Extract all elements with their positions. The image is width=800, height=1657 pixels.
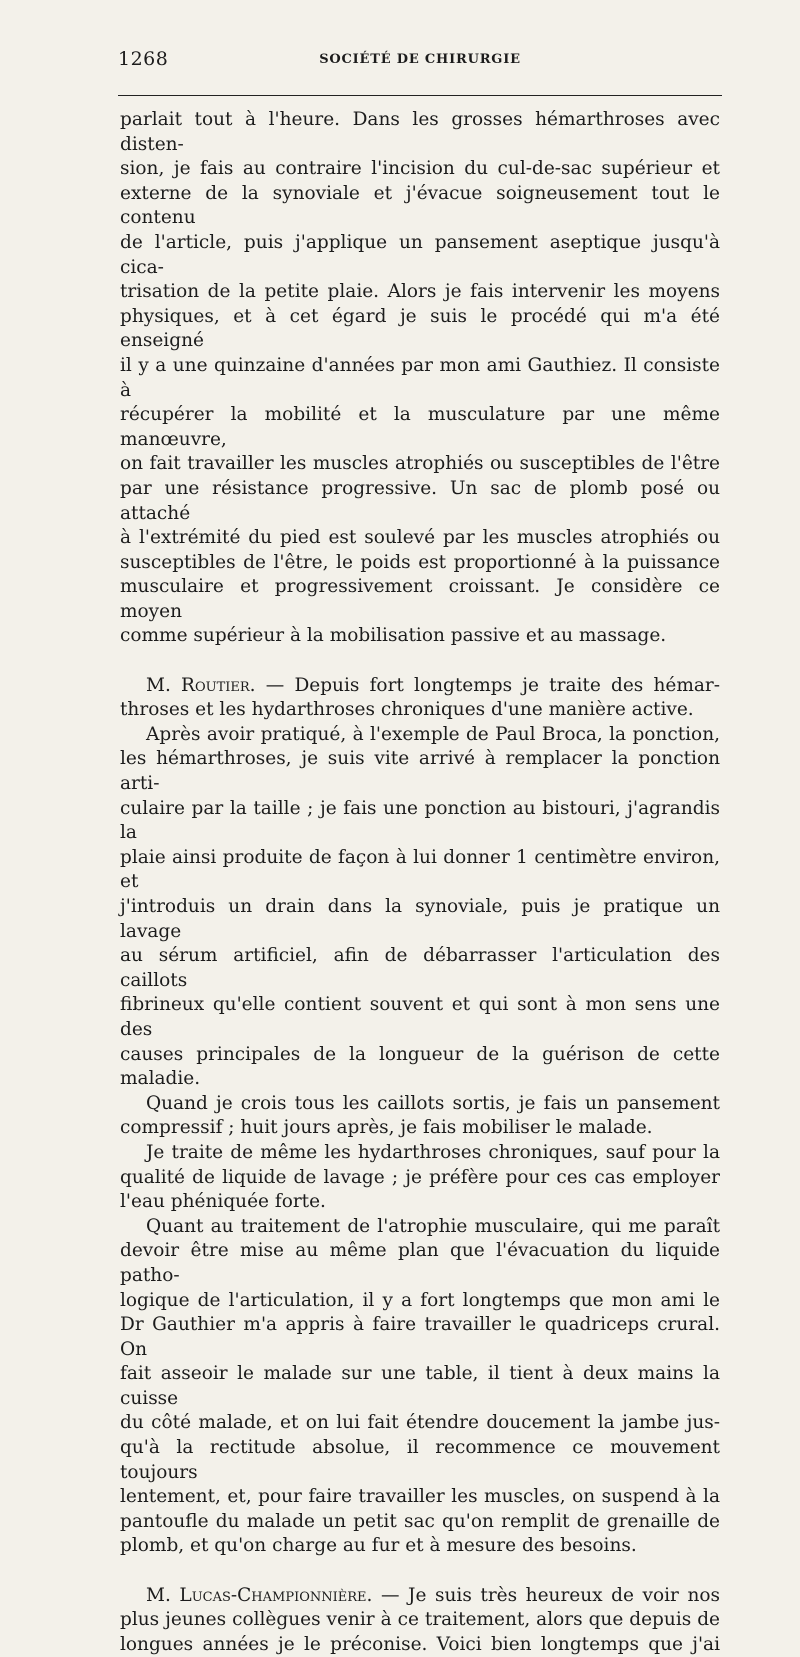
speaker-text: . — Je suis très heureux de voir nos — [366, 1584, 720, 1606]
text-line: au sérum artificiel, afin de débarrasser l'articulation des caillots — [120, 945, 720, 991]
text-line: devoir être mise au même plan que l'évacuation du liquide patho- — [120, 1240, 720, 1286]
speaker-prefix: M. — [146, 674, 182, 696]
paragraph-routier-1 — [120, 723, 720, 1092]
text-line: sion, je fais au contraire l'incision du cul-de-sac supérieur et — [120, 158, 720, 180]
text-line: Je traite de même les hydarthroses chroniques, sauf pour la — [146, 1141, 720, 1163]
text-line: Après avoir pratiqué, à l'exemple de Paul Broca, la ponction, — [146, 723, 720, 745]
paragraph-routier-3 — [120, 1141, 720, 1215]
paragraph-routier-intro — [120, 674, 720, 723]
body-text — [120, 108, 720, 1657]
paragraph-routier-2 — [120, 1092, 720, 1141]
text-line: qualité de liquide de lavage ; je préfère pour ces cas employer — [120, 1166, 720, 1188]
page-header — [118, 48, 722, 74]
speaker-name: Lucas-Championnière — [179, 1584, 367, 1606]
text-line: plaie ainsi produite de façon à lui donner 1 centimètre environ, et — [120, 846, 720, 893]
text-line: fait asseoir le malade sur une table, il tient à deux mains la cuisse — [120, 1363, 720, 1409]
text-line: causes principales de la longueur de la guérison de cette maladie. — [120, 1043, 720, 1090]
text-line: du côté malade, et on lui fait étendre doucement la jambe jus- — [120, 1412, 720, 1434]
text-line: longues années je le préconise. Voici bien longtemps que j'ai — [120, 1633, 720, 1655]
text-line: fibrineux qu'elle contient souvent et qui sont à mon sens une des — [120, 994, 720, 1040]
page-number: 1268 — [118, 48, 169, 70]
text-line: à l'extrémité du pied est soulevé par les muscles atrophiés ou — [120, 527, 720, 549]
text-line: physiques, et à cet égard je suis le procédé qui m'a été enseigné — [120, 305, 720, 352]
text-line: Dr Gauthier m'a appris à faire travailler le quadriceps crural. On — [120, 1314, 720, 1360]
text-line: throses et les hydarthroses chroniques d'une manière active. — [120, 699, 694, 721]
text-line: qu'à la rectitude absolue, il recommence ce mouvement toujours — [120, 1437, 720, 1483]
text-line: plomb, et qu'on charge au fur et à mesure des besoins. — [120, 1535, 637, 1557]
section-gap — [120, 1559, 720, 1584]
text-line: susceptibles de l'être, le poids est proportionné à la puissance — [120, 551, 720, 573]
text-line: musculaire et progressivement croissant. Je considère ce moyen — [120, 576, 720, 622]
paragraph-continuation — [120, 108, 720, 649]
speaker-text: . — Depuis fort longtemps je traite des hémar- — [249, 674, 720, 696]
section-gap — [120, 649, 720, 674]
text-line: Quand je crois tous les caillots sortis, je fais un pansement — [146, 1092, 720, 1114]
header-rule — [118, 95, 722, 96]
text-line: trisation de la petite plaie. Alors je fais intervenir les moyens — [120, 281, 720, 303]
text-line: externe de la synoviale et j'évacue soigneusement tout le contenu — [120, 182, 720, 229]
running-title: SOCIÉTÉ DE CHIRURGIE — [319, 52, 521, 67]
paragraph-routier-4 — [120, 1215, 720, 1559]
text-line: logique de l'articulation, il y a fort longtemps que mon ami le — [120, 1289, 720, 1311]
text-line: parlait tout à l'heure. Dans les grosses hémarthroses avec disten- — [120, 109, 720, 155]
text-line: j'introduis un drain dans la synoviale, puis je pratique un lavage — [120, 896, 720, 942]
speaker-name: Routier — [181, 674, 250, 696]
text-line: on fait travailler les muscles atrophiés ou susceptibles de l'être — [120, 453, 720, 475]
text-line: pantoufle du malade un petit sac qu'on remplit de grenaille de — [120, 1510, 720, 1532]
text-line: lentement, et, pour faire travailler les muscles, on suspend à la — [120, 1486, 720, 1508]
text-line: comme supérieur à la mobilisation passive et au massage. — [120, 625, 667, 647]
text-line: de l'article, puis j'applique un pansement aseptique jusqu'à cica- — [120, 231, 720, 278]
speaker-line — [120, 674, 720, 699]
text-line: plus jeunes collègues venir à ce traitement, alors que depuis de — [120, 1609, 720, 1631]
text-line: l'eau phéniquée forte. — [120, 1191, 326, 1213]
paragraph-lucas-intro — [120, 1584, 720, 1657]
text-line: Quant au traitement de l'atrophie musculaire, qui me paraît — [146, 1215, 720, 1237]
text-line: récupérer la mobilité et la musculature par une même manœuvre, — [120, 404, 720, 450]
text-line: par une résistance progressive. Un sac de plomb posé ou attaché — [120, 477, 720, 524]
text-line: compressif ; huit jours après, je fais mobiliser le malade. — [120, 1117, 653, 1139]
text-line: il y a une quinzaine d'années par mon ami Gauthiez. Il consiste à — [120, 354, 720, 401]
text-line: les hémarthroses, je suis vite arrivé à remplacer la ponction arti- — [120, 748, 720, 795]
text-line: culaire par la taille ; je fais une ponction au bistouri, j'agrandis la — [120, 797, 720, 844]
speaker-line — [120, 1584, 720, 1609]
speaker-prefix: M. — [146, 1584, 180, 1606]
